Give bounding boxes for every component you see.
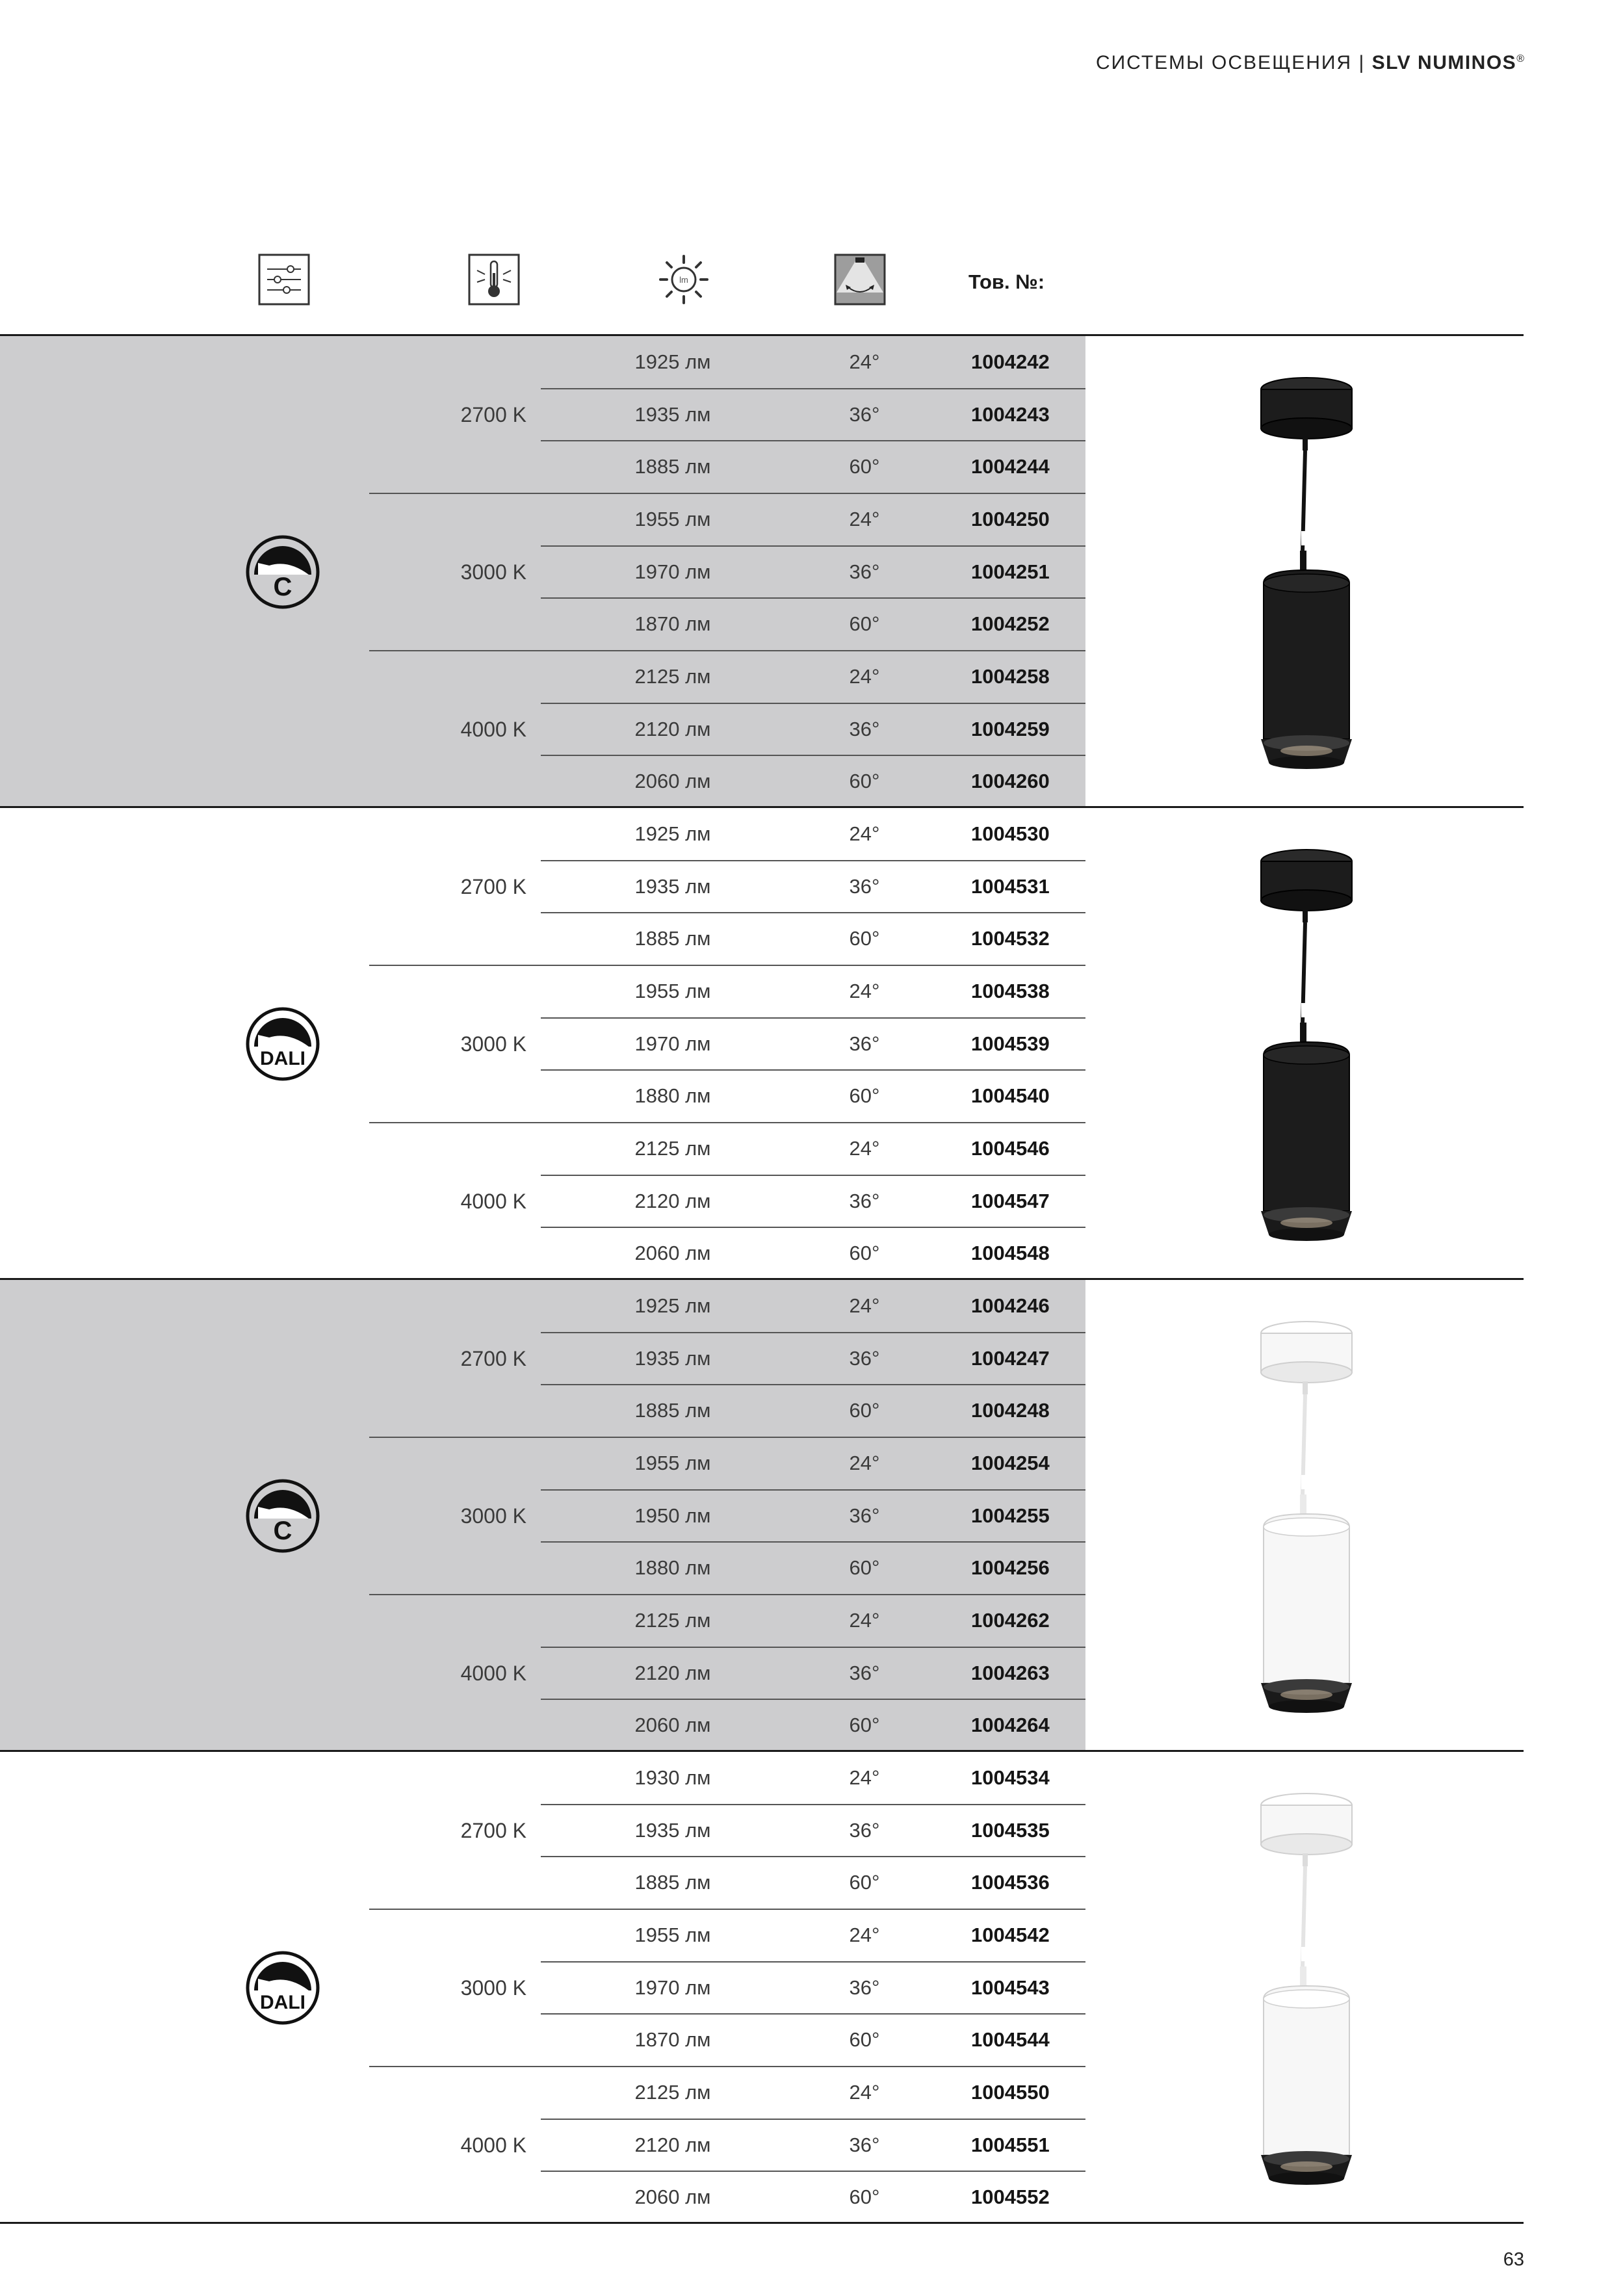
luminous-flux-value: 1885 лм	[634, 927, 711, 950]
section-title: СИСТЕМЫ ОСВЕЩЕНИЯ	[1095, 52, 1353, 73]
dali-icon	[244, 1949, 322, 2027]
beam-angle-value: 36°	[849, 1189, 880, 1212]
item-number: 1004551	[971, 2133, 1050, 2156]
beam-angle-value: 36°	[849, 560, 880, 583]
beam-angle-value: 60°	[849, 927, 880, 950]
luminous-flux-value: 1955 лм	[634, 508, 711, 530]
luminous-flux-value: 1970 лм	[634, 1976, 711, 1999]
registered-mark: ®	[1516, 53, 1526, 64]
group-shading	[0, 336, 1085, 808]
group-rule	[0, 2222, 1524, 2224]
beam-angle-value: 36°	[849, 1976, 880, 1999]
luminous-flux-value: 1935 лм	[634, 1818, 711, 1842]
control-icon-dali	[244, 1005, 322, 1083]
beam-angle-value: 60°	[849, 1242, 880, 1265]
control-icon-c	[244, 533, 322, 611]
product-group	[0, 1752, 1524, 2224]
luminous-flux-value: 1970 лм	[634, 560, 711, 583]
pendant-lamp-icon	[1235, 847, 1378, 1250]
pendant-lamp-icon	[1235, 1319, 1378, 1722]
item-number: 1004250	[971, 508, 1050, 530]
color-temperature-label: 2700 K	[460, 403, 526, 426]
item-number: 1004258	[971, 665, 1050, 688]
beam-angle-value: 60°	[849, 1084, 880, 1108]
color-temperature-label: 4000 K	[460, 1662, 526, 1686]
beam-angle-value: 60°	[849, 1714, 880, 1737]
control-icon-label: DALI	[260, 1048, 305, 1069]
item-number: 1004540	[971, 1084, 1050, 1108]
color-temperature-icon	[468, 254, 520, 306]
beam-angle-value: 36°	[849, 1661, 880, 1684]
item-number: 1004264	[971, 1714, 1050, 1737]
luminous-flux-value: 2125 лм	[634, 1609, 711, 1632]
item-number: 1004247	[971, 1346, 1050, 1370]
pendant-lamp-image-white	[1235, 1791, 1378, 2194]
lm-icon-text: lm	[679, 275, 688, 285]
product-group	[0, 808, 1524, 1280]
beam-angle-icon	[834, 254, 886, 306]
item-number: 1004259	[971, 717, 1050, 740]
luminous-flux-value: 1925 лм	[634, 1294, 711, 1317]
pendant-lamp-image-white	[1235, 1319, 1378, 1722]
item-number: 1004243	[971, 402, 1050, 426]
luminous-flux-value: 2125 лм	[634, 1137, 711, 1160]
beam-angle-value: 60°	[849, 1556, 880, 1580]
item-number: 1004530	[971, 822, 1050, 845]
beam-angle-value: 36°	[849, 2133, 880, 2156]
item-number: 1004536	[971, 1871, 1050, 1894]
beam-angle-value: 36°	[849, 717, 880, 740]
beam-angle-value: 36°	[849, 1346, 880, 1370]
luminous-flux-value: 1935 лм	[634, 1346, 711, 1370]
beam-angle-value: 24°	[849, 1452, 880, 1474]
beam-angle-value: 24°	[849, 665, 880, 688]
luminous-flux-value: 1935 лм	[634, 874, 711, 898]
luminous-flux-value: 1955 лм	[634, 1924, 711, 1946]
brand-name: SLV NUMINOS	[1371, 52, 1517, 73]
luminous-flux-value: 1880 лм	[634, 1556, 711, 1580]
luminous-flux-value: 2060 лм	[634, 1242, 711, 1265]
item-number: 1004244	[971, 455, 1050, 478]
luminous-flux-value: 1930 лм	[634, 1766, 711, 1789]
luminous-flux-value: 1885 лм	[634, 1871, 711, 1894]
beam-angle-value: 60°	[849, 1871, 880, 1894]
item-number: 1004543	[971, 1976, 1050, 1999]
beam-angle-value: 24°	[849, 1137, 880, 1160]
luminous-flux-value: 2125 лм	[634, 665, 711, 688]
luminous-flux-value: 1880 лм	[634, 1084, 711, 1108]
item-number: 1004262	[971, 1609, 1050, 1632]
pendant-lamp-icon	[1235, 1791, 1378, 2194]
luminous-flux-value: 1885 лм	[634, 455, 711, 478]
c-dimmer-icon	[244, 533, 322, 611]
luminous-flux-value: 1955 лм	[634, 1452, 711, 1474]
item-number: 1004534	[971, 1766, 1050, 1789]
item-number: 1004552	[971, 2185, 1050, 2209]
product-group	[0, 1280, 1524, 1752]
luminous-flux-value: 1955 лм	[634, 980, 711, 1002]
item-number: 1004547	[971, 1189, 1050, 1212]
color-temperature-label: 3000 K	[460, 1504, 526, 1528]
control-icon-c	[244, 1477, 322, 1555]
beam-angle-value: 60°	[849, 1399, 880, 1422]
pendant-lamp-image-black	[1235, 375, 1378, 778]
luminous-flux-value: 2060 лм	[634, 1714, 711, 1737]
beam-angle-value: 24°	[849, 822, 880, 845]
item-number: 1004246	[971, 1294, 1050, 1317]
item-number: 1004532	[971, 927, 1050, 950]
group-shading	[0, 1280, 1085, 1752]
item-number: 1004252	[971, 612, 1050, 636]
pendant-lamp-image-black	[1235, 847, 1378, 1250]
item-number: 1004256	[971, 1556, 1050, 1580]
control-type-icon	[258, 254, 310, 306]
luminous-flux-value: 2060 лм	[634, 770, 711, 793]
item-number: 1004542	[971, 1924, 1050, 1946]
beam-angle-value: 36°	[849, 1818, 880, 1842]
item-number: 1004531	[971, 874, 1050, 898]
beam-angle-value: 36°	[849, 1504, 880, 1527]
item-number: 1004539	[971, 1032, 1050, 1055]
luminous-flux-value: 2120 лм	[634, 1661, 711, 1684]
luminous-flux-value: 1950 лм	[634, 1504, 711, 1527]
product-group	[0, 336, 1524, 808]
luminous-flux-value: 1925 лм	[634, 350, 711, 373]
color-temperature-label: 3000 K	[460, 1032, 526, 1056]
luminous-flux-value: 2060 лм	[634, 2185, 711, 2209]
beam-angle-value: 60°	[849, 770, 880, 793]
color-temperature-label: 3000 K	[460, 560, 526, 584]
beam-angle-value: 36°	[849, 402, 880, 426]
pendant-lamp-icon	[1235, 375, 1378, 778]
control-icon-label: DALI	[260, 1992, 305, 2013]
luminous-flux-value: 1970 лм	[634, 1032, 711, 1055]
item-number: 1004550	[971, 2081, 1050, 2104]
beam-angle-value: 60°	[849, 612, 880, 636]
beam-angle-value: 24°	[849, 350, 880, 373]
beam-angle-value: 60°	[849, 2185, 880, 2209]
item-number: 1004254	[971, 1452, 1050, 1474]
dali-icon	[244, 1005, 322, 1083]
beam-angle-value: 60°	[849, 2028, 880, 2052]
color-temperature-label: 2700 K	[460, 875, 526, 898]
color-temperature-label: 4000 K	[460, 1190, 526, 1214]
color-temperature-label: 2700 K	[460, 1819, 526, 1842]
color-temperature-label: 2700 K	[460, 1347, 526, 1370]
item-number: 1004260	[971, 770, 1050, 793]
luminous-flux-value: 1870 лм	[634, 612, 711, 636]
item-number: 1004248	[971, 1399, 1050, 1422]
beam-angle-value: 24°	[849, 1609, 880, 1632]
color-temperature-label: 3000 K	[460, 1976, 526, 2000]
header-separator: |	[1352, 52, 1372, 73]
luminous-flux-value: 1885 лм	[634, 1399, 711, 1422]
beam-angle-value: 24°	[849, 1766, 880, 1789]
beam-angle-value: 36°	[849, 874, 880, 898]
luminous-flux-value: 2120 лм	[634, 1189, 711, 1212]
luminous-flux-value: 1925 лм	[634, 822, 711, 845]
beam-angle-value: 24°	[849, 508, 880, 530]
item-number-header: Тов. №:	[968, 270, 1045, 293]
control-icon-label: C	[273, 1517, 292, 1545]
color-temperature-label: 4000 K	[460, 2133, 526, 2158]
page-number: 63	[1503, 2249, 1524, 2270]
control-icon-label: C	[273, 573, 292, 601]
item-number: 1004535	[971, 1818, 1050, 1842]
beam-angle-value: 24°	[849, 1294, 880, 1317]
item-number: 1004263	[971, 1661, 1050, 1684]
beam-angle-value: 60°	[849, 455, 880, 478]
item-number: 1004251	[971, 560, 1050, 583]
item-number: 1004242	[971, 350, 1050, 373]
beam-angle-value: 36°	[849, 1032, 880, 1055]
item-number: 1004255	[971, 1504, 1050, 1527]
item-number: 1004546	[971, 1137, 1050, 1160]
control-icon-dali	[244, 1949, 322, 2027]
luminous-flux-value: 1935 лм	[634, 402, 711, 426]
luminous-flux-value: 2120 лм	[634, 2133, 711, 2156]
luminous-flux-value: 1870 лм	[634, 2028, 711, 2052]
beam-angle-value: 24°	[849, 1924, 880, 1946]
c-dimmer-icon	[244, 1477, 322, 1555]
item-number: 1004548	[971, 1242, 1050, 1265]
luminous-flux-value: 2125 лм	[634, 2081, 711, 2104]
luminous-flux-icon	[658, 254, 710, 306]
color-temperature-label: 4000 K	[460, 718, 526, 742]
beam-angle-value: 24°	[849, 2081, 880, 2104]
running-header	[1096, 52, 1526, 74]
beam-angle-value: 24°	[849, 980, 880, 1002]
item-number: 1004538	[971, 980, 1050, 1002]
item-number: 1004544	[971, 2028, 1050, 2052]
luminous-flux-value: 2120 лм	[634, 717, 711, 740]
